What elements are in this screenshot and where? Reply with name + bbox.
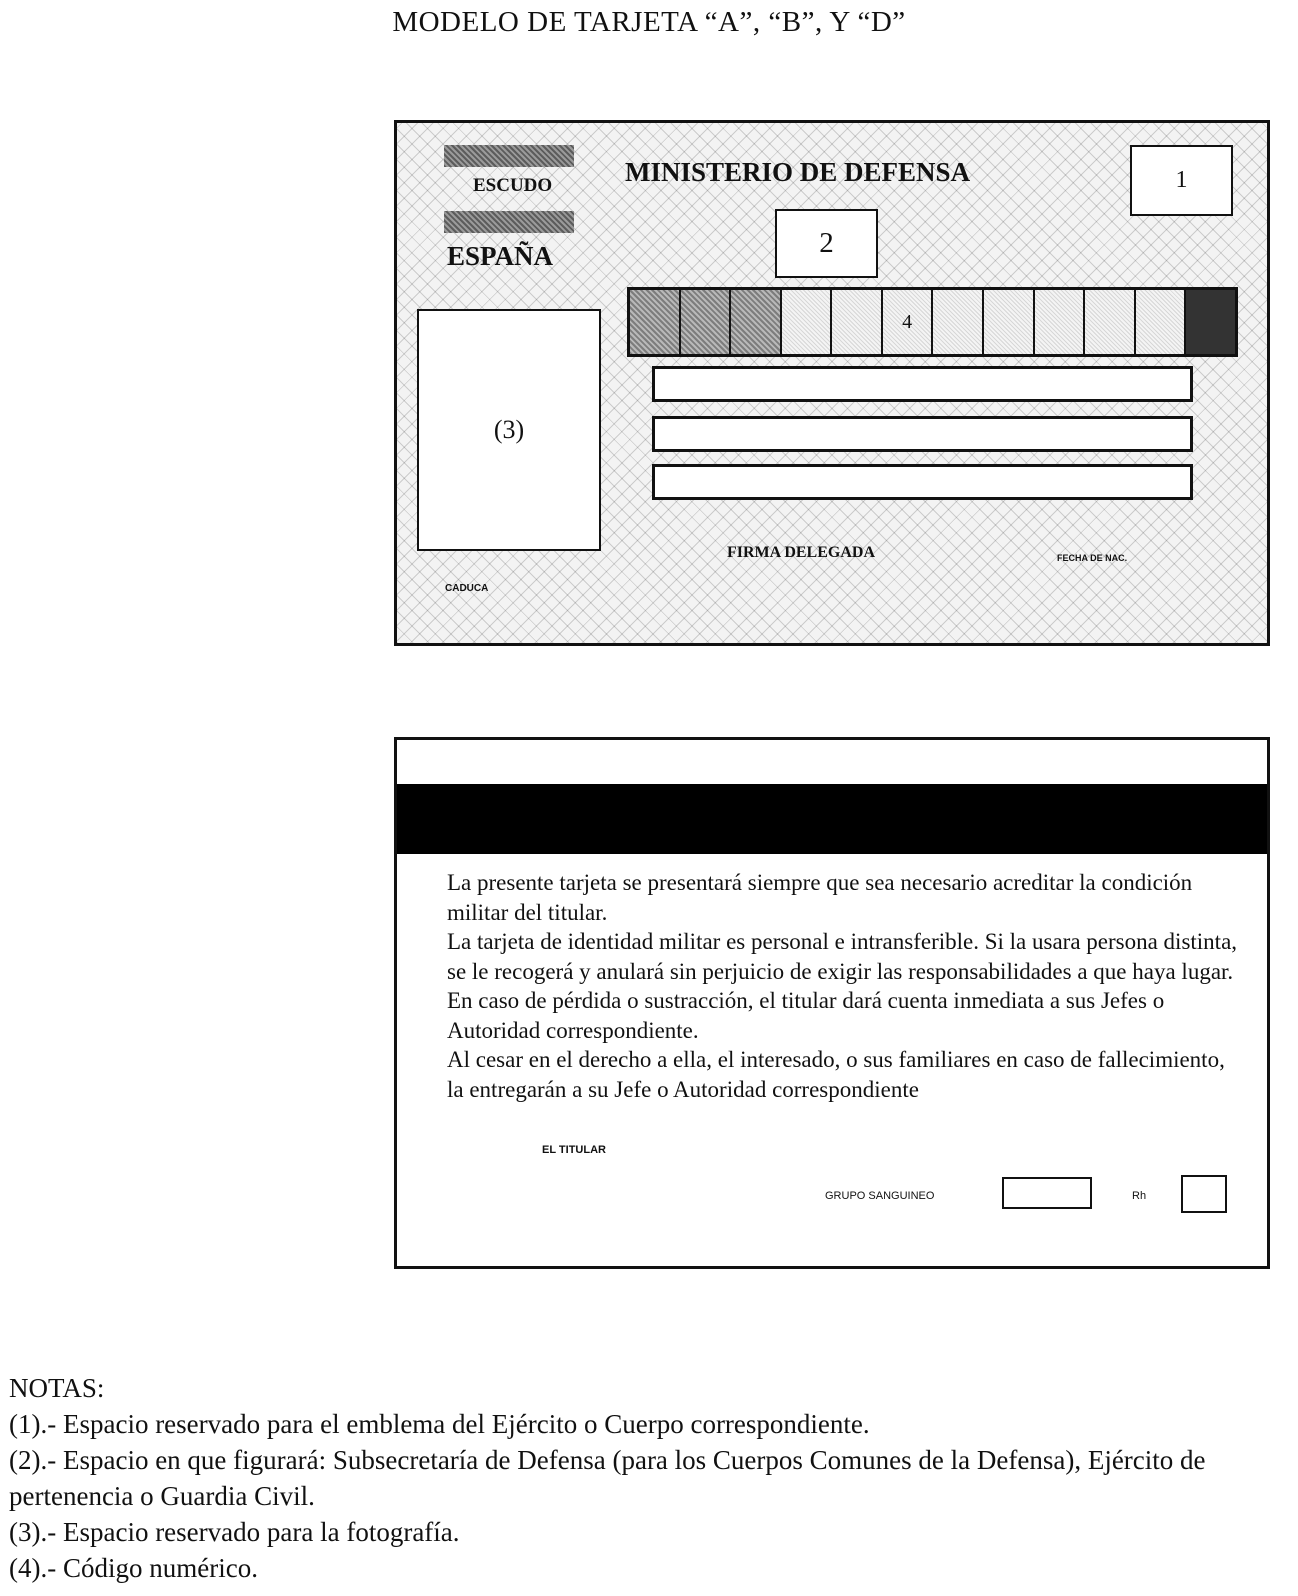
note-item: (1).- Espacio reservado para el emblema del Ejército o Cuerpo correspondiente. — [9, 1409, 870, 1439]
note-item: (3).- Espacio reservado para la fotografía. — [9, 1517, 460, 1547]
code-cell: 4 — [883, 290, 934, 354]
numeric-code-strip — [627, 287, 1238, 357]
card-front — [394, 120, 1270, 646]
code-cell — [731, 290, 782, 354]
rh-label: Rh — [1132, 1190, 1147, 1202]
emblem-box: 1 — [1130, 145, 1233, 216]
notes-heading: NOTAS: — [9, 1373, 105, 1403]
code-cell — [630, 290, 681, 354]
firma-delegada-label: FIRMA DELEGADA — [727, 544, 876, 561]
code-cell — [1035, 290, 1086, 354]
code-cell — [832, 290, 883, 354]
ministry-label: MINISTERIO DE DEFENSA — [625, 157, 971, 187]
notes-section — [9, 1370, 1294, 1586]
code-cell — [1186, 290, 1235, 354]
magnetic-stripe — [397, 784, 1267, 854]
espana-label: ESPAÑA — [447, 241, 554, 271]
back-paragraph: Al cesar en el derecho a ella, el interesado, o sus familiares en caso de fallecimiento, la entregarán a su Jefe o Autoridad correspondiente — [447, 1047, 1225, 1102]
data-field-2 — [652, 416, 1193, 452]
service-box: 2 — [775, 209, 878, 278]
el-titular-label: EL TITULAR — [542, 1144, 606, 1156]
escudo-label: ESCUDO — [473, 175, 553, 196]
blood-group-box — [1002, 1177, 1092, 1209]
back-text — [447, 868, 1247, 1104]
data-field-1 — [652, 366, 1193, 402]
fecha-nac-label: FECHA DE NAC. — [1057, 553, 1128, 563]
code-cell — [1085, 290, 1136, 354]
data-field-3 — [652, 464, 1193, 500]
escudo-bar-top — [444, 145, 574, 167]
grupo-sanguineo-label: GRUPO SANGUINEO — [825, 1190, 935, 1202]
document-title: MODELO DE TARJETA “A”, “B”, Y “D” — [392, 6, 906, 38]
caduca-label: CADUCA — [445, 583, 489, 594]
note-item: (2).- Espacio en que figurará: Subsecretaría de Defensa (para los Cuerpos Comunes de la Defensa), Ejército de pertenencia o Guardia Civil. — [9, 1445, 1206, 1511]
code-cell — [681, 290, 732, 354]
card-back — [394, 737, 1270, 1269]
escudo-bar-bottom — [444, 211, 574, 233]
back-paragraph: La tarjeta de identidad militar es personal e intransferible. Si la usara persona distinta, se le recogerá y anulará sin perjuicio de exigir las responsabilidades a que haya lugar. — [447, 929, 1238, 984]
back-paragraph: La presente tarjeta se presentará siempre que sea necesario acreditar la condición militar del titular. — [447, 870, 1193, 925]
code-cell — [984, 290, 1035, 354]
code-cell — [933, 290, 984, 354]
photo-box: (3) — [417, 309, 601, 551]
back-paragraph: En caso de pérdida o sustracción, el titular dará cuenta inmediata a sus Jefes o Autoridad correspondiente. — [447, 988, 1165, 1043]
note-item: (4).- Código numérico. — [9, 1553, 258, 1583]
code-cell — [1136, 290, 1187, 354]
code-cell — [782, 290, 833, 354]
rh-box — [1181, 1175, 1227, 1213]
